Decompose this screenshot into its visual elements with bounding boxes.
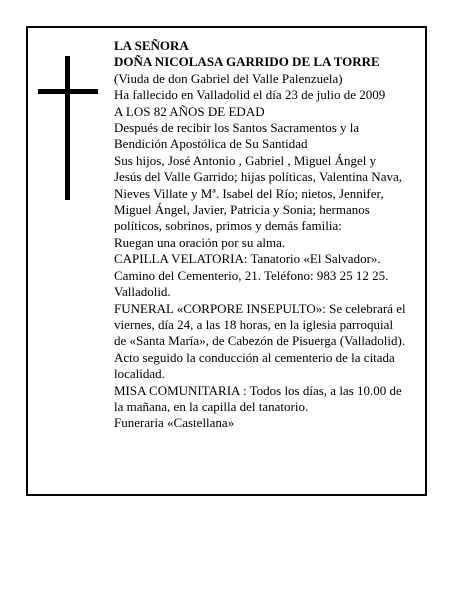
funeral-line: localidad. (114, 366, 165, 382)
sacraments-line: Bendición Apostólica de Su Santidad (114, 136, 308, 152)
funeral-line: Acto seguido la conducción al cementerio de la citada (114, 349, 395, 365)
notice-text (114, 38, 426, 432)
family-line: Sus hijos, José Antonio , Gabriel , Miguel Ángel y (114, 152, 377, 168)
sacraments-line: Después de recibir los Santos Sacramentos y la (114, 120, 360, 136)
obituary-notice (26, 26, 427, 496)
funeral-line: de «Santa María», de Cabezón de Pisuerga (Valladolid). (114, 333, 406, 349)
chapel-line: CAPILLA VELATORIA: Tanatorio «El Salvador». (114, 251, 381, 267)
funeral-line: viernes, día 24, a las 18 horas, en la iglesia parroquial (114, 316, 394, 332)
family-line: Miguel Ángel, Javier, Patricia y Sonia; hermanos (114, 202, 370, 218)
family-line: políticos, sobrinos, primos y demás familia: (114, 218, 342, 234)
age-line: A LOS 82 AÑOS DE EDAD (114, 103, 265, 119)
mass-paragraph (114, 383, 426, 416)
funeral-paragraph (114, 301, 426, 383)
cross-horizontal-bar (38, 89, 98, 94)
death-line: Ha fallecido en Valladolid el día 23 de julio de 2009 (114, 87, 386, 103)
funeral-line: FUNERAL «CORPORE INSEPULTO»: Se celebrará el (114, 300, 406, 316)
cross-icon (38, 56, 98, 200)
chapel-line: Valladolid. (114, 284, 171, 300)
sacraments-paragraph (114, 120, 426, 153)
widow-of-line: (Viuda de don Gabriel del Valle Palenzuela) (114, 70, 343, 86)
family-line: Nieves Villate y Mª. Isabel del Río; nietos, Jennifer, (114, 185, 384, 201)
family-line: Jesús del Valle Garrido; hijas políticas, Valentina Nava, (114, 169, 402, 185)
cross-vertical-bar (65, 56, 70, 200)
chapel-paragraph (114, 251, 426, 300)
chapel-line: Camino del Cementerio, 21. Teléfono: 983 25 12 25. (114, 267, 389, 283)
funeral-home-line: Funeraria «Castellana» (114, 415, 235, 431)
header-title: LA SEÑORA (114, 38, 189, 53)
family-paragraph (114, 153, 426, 235)
deceased-name: DOÑA NICOLASA GARRIDO DE LA TORRE (114, 54, 380, 70)
mass-line: la mañana, en la capilla del tanatorio. (114, 398, 309, 414)
prayer-line: Ruegan una oración por su alma. (114, 234, 286, 250)
mass-line: MISA COMUNITARIA : Todos los días, a las 10.00 de (114, 382, 402, 398)
